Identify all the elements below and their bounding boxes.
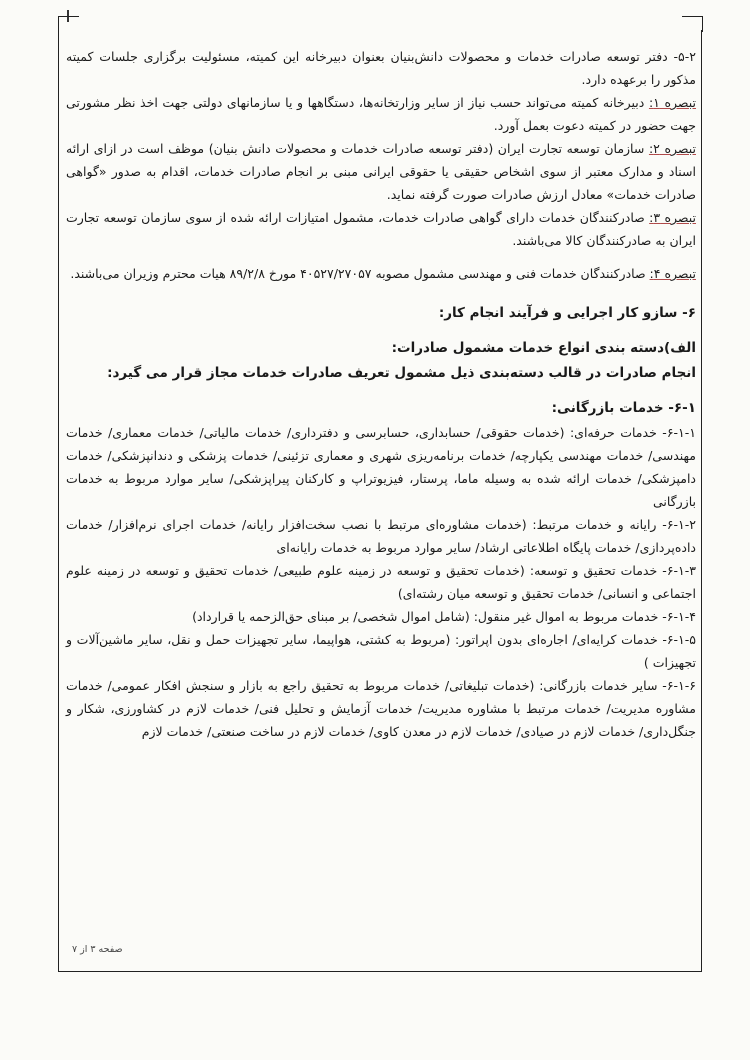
item-6-1-3: ۶-۱-۳- خدمات تحقیق و توسعه: (خدمات تحقیق و توسعه در زمینه علوم طبیعی/ خدمات تحقیق و توسعه در زمینه علوم اجتماعی و انسانی/ خدمات تحقیق و توسعه میان رشته‌ای) <box>66 563 696 601</box>
item-6-1-2: ۶-۱-۲- رایانه و خدمات مرتبط: (خدمات مشاوره‌ای مرتبط با نصب سخت‌افزار رایانه/ خدمات اجرای نرم‌افزار/ خدمات داده‌پردازی/ خدمات پایگاه اطلاعاتی ارشاد/ سایر موارد مربوط به خدمات رایانه‌ای <box>66 517 696 555</box>
section-6-heading: ۶- سازو کار اجرایی و فرآیند انجام کار: <box>438 305 696 321</box>
note-3-label: تبصره ۳: <box>649 210 697 225</box>
paragraph-5-2: ۵-۲- دفتر توسعه صادرات خدمات و محصولات دانش‌بنیان بعنوان دبیرخانه این کمیته، مسئولیت برگزاری جلسات کمیته مذکور را برعهده دارد. <box>66 49 696 87</box>
item-6-1-5: ۶-۱-۵- خدمات کرایه‌ای/ اجاره‌ای بدون اپراتور: (مربوط به کشتی، هواپیما، سایر تجهیزات حمل و نقل، سایر ماشین‌آلات و تجهیزات ) <box>66 632 696 670</box>
note-1 <box>66 91 696 137</box>
note-3 <box>66 206 696 252</box>
note-2 <box>66 137 696 206</box>
section-alef-heading: الف)دسته بندی انواع خدمات مشمول صادرات: <box>391 340 696 356</box>
section-6-1-heading: ۶-۱- خدمات بازرگانی: <box>551 400 696 416</box>
item-6-1-4: ۶-۱-۴- خدمات مربوط به اموال غیر منقول: (شامل اموال شخصی/ بر مبنای حق‌الزحمه یا قرارداد) <box>192 609 696 624</box>
note-4-label: تبصره ۴: <box>649 266 696 281</box>
page-number: صفحه ۳ از ۷ <box>72 944 123 955</box>
note-1-label: تبصره ۱: <box>648 95 696 110</box>
note-4 <box>66 262 696 285</box>
note-2-label: تبصره ۲: <box>648 141 696 156</box>
item-6-1-6: ۶-۱-۶- سایر خدمات بازرگانی: (خدمات تبلیغاتی/ خدمات مربوط به تحقیق راجع به بازار و سنجش افکار عمومی/ خدمات مشاوره مدیریت/ خدمات مرتبط با مشاوره مدیریت/ خدمات آزمایش و تحلیل فنی/ خدمات لازم در کشاورزی، شکار و جنگل‌داری/ خدمات لازم در صیادی/ خدمات لازم در معدن کاوی/ خدمات لازم در ساخت صنعتی/ خدمات لازم <box>66 678 696 739</box>
note-2-text: سازمان توسعه تجارت ایران (دفتر توسعه صادرات خدمات و محصولات دانش بنیان) موظف است در ازای ارائه اسناد و مدارک معتبر از سوی اشخاص حقیقی یا حقوقی ایرانی مبنی بر انجام صادرات خدمات، اقدام به صدور «گواهی صادرات خدمات» معادل ارزش صادرات صورت گرفته نماید. <box>66 141 696 202</box>
note-3-text: صادرکنندگان خدمات دارای گواهی صادرات خدمات، مشمول امتیازات ارائه شده از سوی سازمان توسعه تجارت ایران به صادرکنندگان کالا می‌باشند. <box>66 210 696 248</box>
note-1-text: دبیرخانه کمیته می‌تواند حسب نیاز از سایر وزارتخانه‌ها، دستگاهها و یا سازمانهای دولتی جهت اخذ نظر مشورتی جهت حضور در کمیته دعوت بعمل آورد. <box>66 95 696 133</box>
note-4-text: صادرکنندگان خدمات فنی و مهندسی مشمول مصوبه ۴۰۵۲۷/۲۷۰۵۷ مورخ ۸۹/۲/۸ هیات محترم وزیران می‌باشند. <box>70 266 650 281</box>
section-intro: انجام صادرات در قالب دسته‌بندی ذیل مشمول تعریف صادرات خدمات مجاز قرار می گیرد: <box>107 365 696 381</box>
item-6-1-1: ۶-۱-۱- خدمات حرفه‌ای: (خدمات حقوقی/ حسابداری، حسابرسی و دفترداری/ خدمات مالیاتی/ خدمات معماری/ خدمات مهندسی/ خدمات مهندسی یکپارچه/ خدمات برنامه‌ریزی شهری و معماری تزئینی/ خدمات پزشکی و دندانپزشکی/ خدمات دامپزشکی/ خدمات ارائه شده به وسیله ماما، پرستار، فیزیوتراپ و کارکنان پیراپزشکی/ سایر موارد مربوط به خدمات بازرگانی <box>66 425 696 509</box>
document-body <box>66 45 696 743</box>
